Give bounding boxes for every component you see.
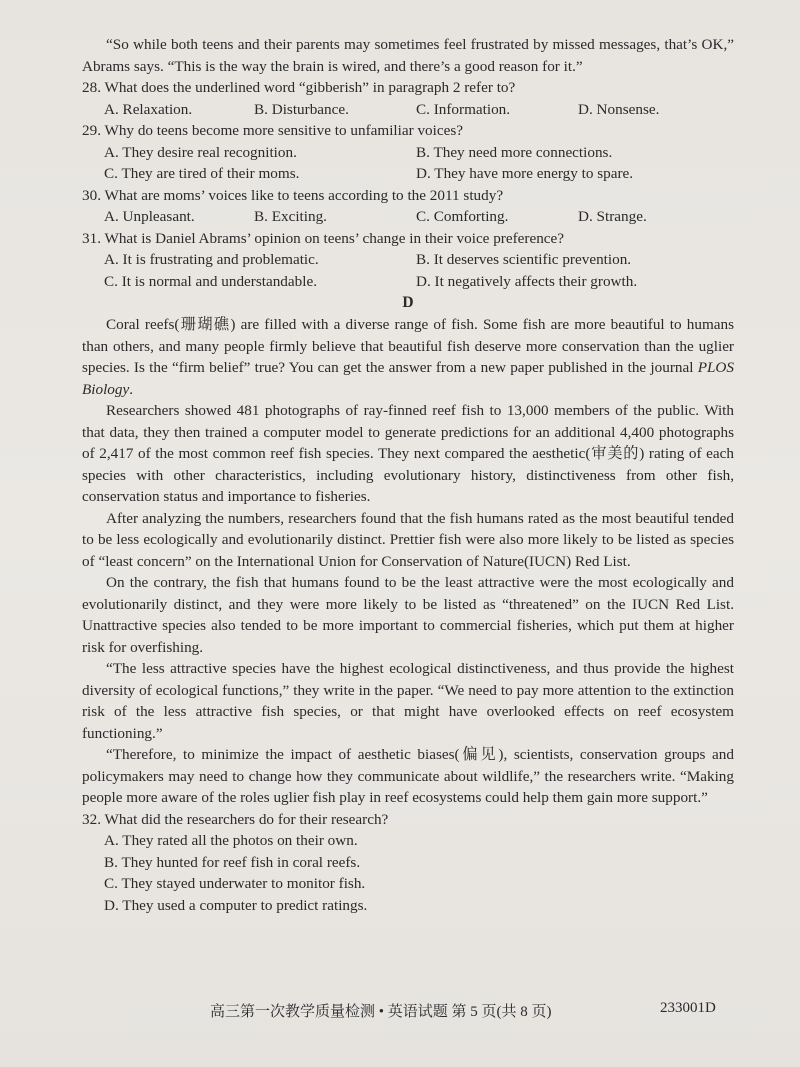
option-c: C. Information. — [416, 100, 511, 118]
passage-paragraph-5: “The less attractive species have the highest ecological distinctiveness, and thus provide the highest diversity of ecological functions,” they write in the paper. “We need to pay more attention to the extinction risk of the less attractive fish species, or that might have overlooked effects on reef ecosystem functioning.” — [82, 660, 734, 742]
option-d: D. They have more energy to spare. — [416, 165, 634, 182]
option-b: B. They hunted for reef fish in coral reefs. — [104, 853, 361, 871]
option-a: A. They desire real recognition. — [104, 143, 297, 161]
question-stem: 29. Why do teens become more sensitive to unfamiliar voices? — [82, 122, 463, 139]
question-29 — [82, 120, 734, 185]
option-b: B. Disturbance. — [254, 100, 349, 118]
option-b: B. Exciting. — [254, 208, 327, 225]
option-c: C. It is normal and understandable. — [104, 272, 317, 290]
footer-title: 高三第一次教学质量检测 • 英语试题 第 5 页(共 8 页) — [210, 1004, 552, 1020]
question-stem: 28. What does the underlined word “gibberish” in paragraph 2 refer to? — [82, 79, 516, 96]
exam-code: 233001D — [660, 1000, 716, 1016]
question-32 — [82, 809, 734, 917]
question-30 — [82, 185, 734, 228]
option-c: C. They are tired of their moms. — [104, 165, 300, 182]
passage-paragraph-1 — [82, 314, 734, 400]
option-d: D. Nonsense. — [578, 100, 660, 118]
option-a: A. It is frustrating and problematic. — [104, 251, 319, 268]
question-stem: 32. What did the researchers do for their research? — [82, 810, 389, 828]
question-stem: 31. What is Daniel Abrams’ opinion on teens’ change in their voice preference? — [82, 229, 565, 247]
passage-paragraph-6: “Therefore, to minimize the impact of aesthetic biases(偏见), scientists, conservation groups and policymakers may need to change how they communicate about wildlife,” the researchers write. “Making people more aware of the roles uglier fish play in reef ecosystems could help them gain more support.” — [82, 746, 734, 806]
option-d: D. They used a computer to predict ratings. — [104, 896, 368, 914]
option-d: D. Strange. — [578, 208, 647, 225]
option-a: A. Unpleasant. — [104, 208, 195, 225]
paragraph-end: . — [129, 380, 134, 398]
passage-paragraph-4: On the contrary, the fish that humans found to be the least attractive were the most ecologically and evolutionarily distinct, and they were more likely to be listed as “threatened” on the IUCN Red List. Unattractive species also tended to be more important to commercial fisheries, which put them at higher risk for overfishing. — [82, 574, 734, 656]
option-c: C. They stayed underwater to monitor fish. — [104, 875, 366, 892]
option-c: C. Comforting. — [416, 208, 509, 225]
paragraph-text: Coral reefs(珊瑚礁) are filled with a diverse range of fish. Some fish are more beautiful to humans than others, and many people firmly believe that beautiful fish deserve more conservation than the uglier species. Is the “firm belief” true? You can get the answer from a new paper published in the journal — [82, 316, 734, 376]
option-b: B. They need more connections. — [416, 143, 613, 161]
passage-paragraph-3: After analyzing the numbers, researchers found that the fish humans rated as the most beautiful tended to be less ecologically and evolutionarily distinct. Prettier fish were also more likely to be listed as species of “least concern” on the International Union for Conservation of Nature(IUCN) Red List. — [82, 509, 734, 570]
section-label: D — [402, 294, 414, 311]
option-a: A. Relaxation. — [104, 100, 193, 118]
question-stem: 30. What are moms’ voices like to teens according to the 2011 study? — [82, 186, 504, 204]
option-a: A. They rated all the photos on their own. — [104, 832, 358, 849]
option-b: B. It deserves scientific prevention. — [416, 251, 632, 268]
journal-name: PLOS Biology — [82, 359, 734, 398]
option-d: D. It negatively affects their growth. — [416, 272, 638, 290]
intro-paragraph: “So while both teens and their parents may sometimes feel frustrated by missed messages, that’s OK,” Abrams says. “This is the way the brain is wired, and there’s a good reason for it.” — [82, 36, 734, 75]
question-31 — [82, 228, 734, 293]
passage-paragraph-2: Researchers showed 481 photographs of ray-finned reef fish to 13,000 members of the public. With that data, they then trained a computer model to generate predictions for an additional 4,400 photographs of 2,417 of the most common reef fish species. They next compared the aesthetic(审美的) rating of each species with other characteristics, including evolutionary history, distinctiveness from other fish, conservation status and importance to fisheries. — [82, 402, 734, 505]
question-28 — [82, 77, 734, 120]
